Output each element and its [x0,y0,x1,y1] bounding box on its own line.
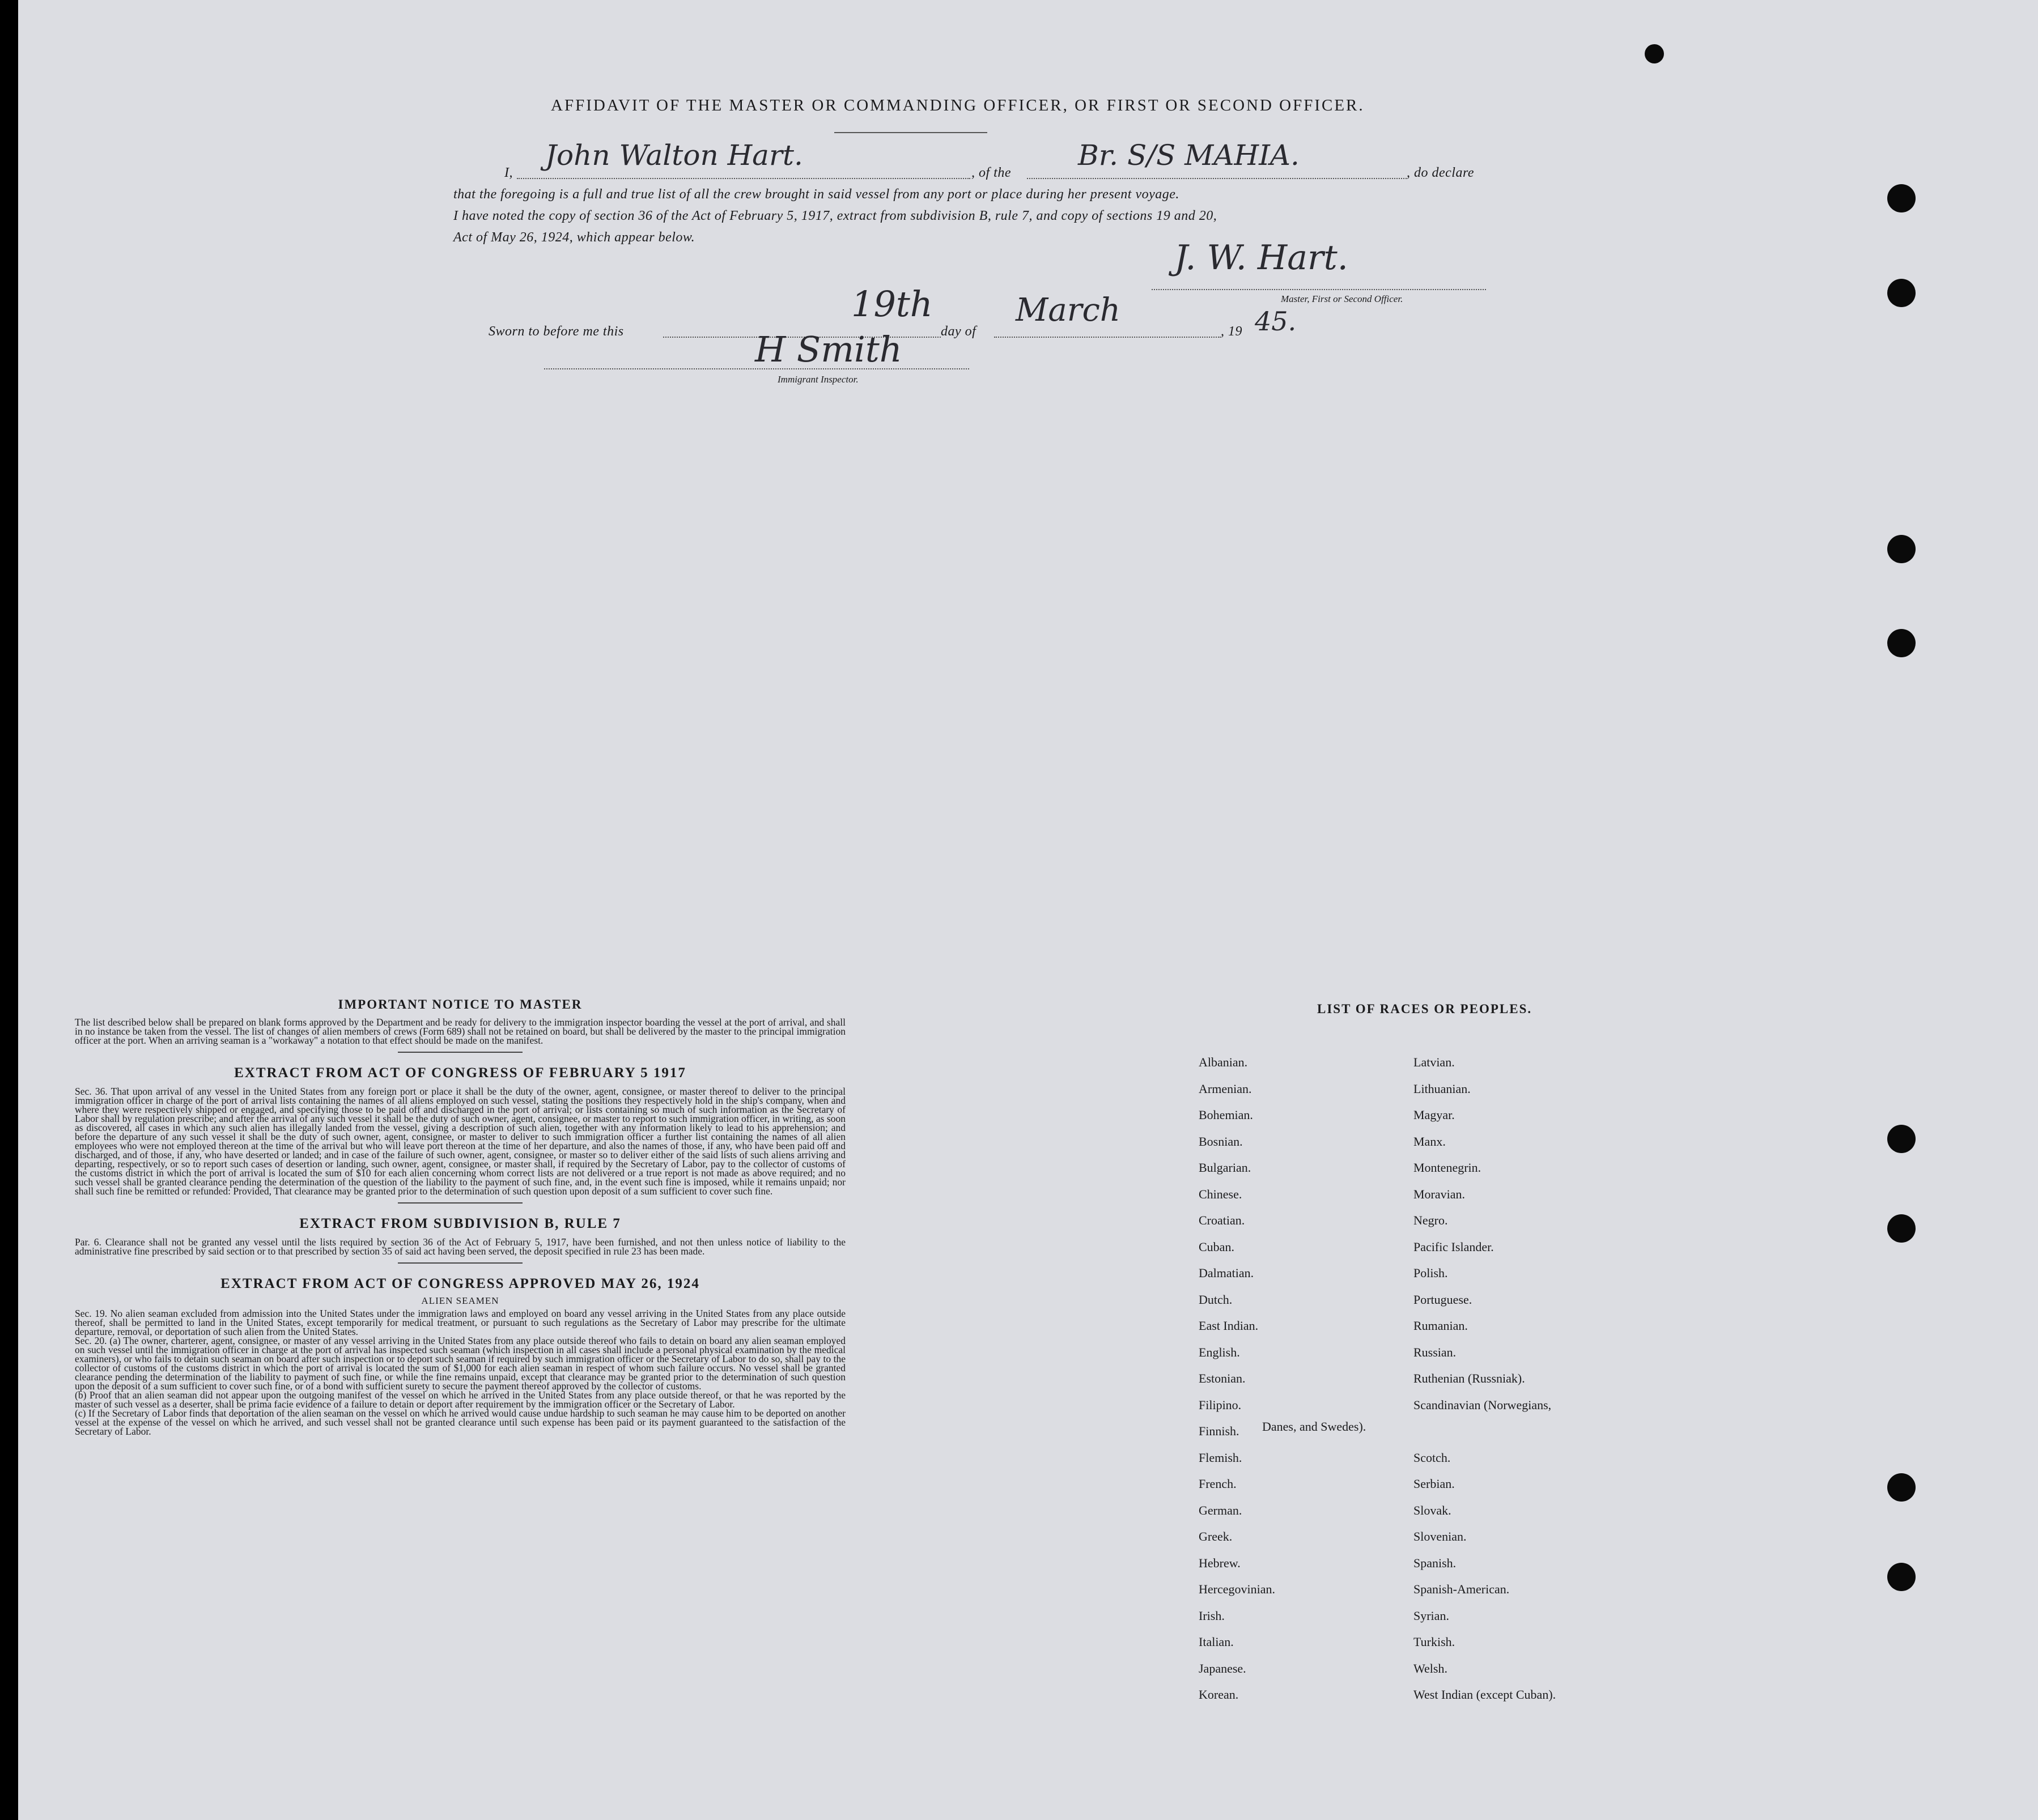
races-title: LIST OF RACES OR PEOPLES. [1317,1002,1532,1016]
extract-1924-subtitle: ALIEN SEAMEN [421,1295,499,1306]
of-the-text: , of the [971,165,1011,180]
race-item: Spanish. [1413,1555,1457,1570]
extract-1924-para-4: (c) If the Secretary of Labor finds that deportation of the alien seaman on the vessel on which he arrived would cause undue hardship to such seaman he may cause him to be deported on another vessel at the expense of the vessel on which he arrived, and such vessel shall not be granted clearance until such expense has been paid or its payment guaranteed to the satisfaction of the Secretary of Labor. [75,1407,846,1437]
race-item: Bohemian. [1199,1108,1253,1122]
extract-b7-title: EXTRACT FROM SUBDIVISION B, RULE 7 [299,1216,621,1231]
race-item: Estonian. [1199,1371,1246,1385]
race-item: Cuban. [1199,1239,1234,1254]
race-item: Polish. [1413,1266,1448,1280]
month-handwriting: March [1016,292,1120,329]
punch-hole [1887,1214,1916,1243]
document-sheet [18,0,2038,1820]
divider [398,1202,523,1204]
race-item: Bulgarian. [1199,1160,1251,1175]
race-item: Moravian. [1413,1187,1466,1201]
extract-1924-para-3: (b) Proof that an alien seaman did not appear upon the outgoing manifest of the vessel on which he arrived in the United States from any place outside thereof, or that he was reported by the master of such vessel as a deserter, shall be prima facie evidence of a failure to detain or deport after requirement by the immigration officer or the Secretary of Labor. [75,1389,846,1410]
race-item: Japanese. [1199,1661,1246,1676]
race-item: East Indian. [1199,1319,1259,1333]
vessel-line [1027,178,1407,179]
race-item: Bosnian. [1199,1134,1243,1149]
punch-hole [1887,535,1916,563]
affidavit-title: AFFIDAVIT OF THE MASTER OR COMMANDING OFFICER, OR FIRST OR SECOND OFFICER. [551,96,1365,114]
affidavit-prefix: I, [504,165,513,180]
race-item: Dutch. [1199,1292,1233,1307]
race-item: Serbian. [1413,1477,1455,1491]
race-item: Latvian. [1413,1055,1455,1069]
inspector-caption: Immigrant Inspector. [778,374,859,385]
race-item: Filipino. [1199,1397,1242,1412]
punch-hole [1645,44,1664,63]
extract-1917-body: Sec. 36. That upon arrival of any vessel in the United States from any foreign port or place it shall be the duty of the owner, agent, consignee, or master thereof to deliver to the principal immigration officer in charge of the port of arrival lists containing the names of all aliens employed on such vessel, stating the positions they respectively hold in the ship's company, when and where they were respectively shipped or engaged, and specifying those to be paid off and discharged in the port of arrival; or lists containing so much of such information as the Secretary of Labor shall by regulation prescribe; and after the arrival of any such vessel it shall be the duty of such owner, agent, consignee, or master to report to such immigration officer, in writing, as soon as discovered, all cases in which any such alien has illegally landed from the vessel, giving a description of such alien, together with any information likely to lead to his apprehension; and before the departure of any such vessel it shall be the duty of such owner, agent, consignee, or master to deliver to such immigration officer a further list containing the names of all alien employees who were not employed thereon at the time of the arrival but who will leave port thereon at the time of her departure, and also the names of those, if any, who have been paid off and discharged, and of those, if any, who have deserted or landed; and in case of the failure of such owner, agent, consignee, or master so to deliver either of the said lists of such aliens arriving and departing, respectively, or so to report such cases of desertion or landing, such owner, agent, consignee, or master shall, if required by the Secretary of Labor, pay to the collector of customs of the customs district in which the port of arrival is located the sum of $10 for each alien concerning whom correct lists are not delivered or a true report is not made as above required; and no such vessel shall be granted clearance pending the determination of the question of the liability to the payment of such fine, and, in the event such fine is imposed, while it remains unpaid; nor shall such fine be remitted or refunded: Provided, That clearance may be granted prior to the determination of such question upon deposit of a sum sufficient to cover such fine. [75,1086,846,1197]
inspector-signature: H Smith [755,329,902,370]
race-item: German. [1199,1503,1242,1517]
affidavit-line-3: I have noted the copy of section 36 of the Act of February 5, 1917, extract from subdivision B, rule 7, and copy of sections 19 and 20, [453,209,1217,223]
notice-body: The list described below shall be prepared on blank forms approved by the Department and be ready for delivery to the immigration inspector boarding the vessel at the port of arrival, and shall in no instance be taken from the vessel. The list of changes of alien members of crews (Form 689) shall not be retained on board, but shall be delivered by the master to the principal immigration officer at the port. When an arriving seaman is a "workaway" a notation to that effect should be made on the manifest. [75,1017,846,1046]
race-item: Irish. [1199,1608,1225,1623]
punch-hole [1887,629,1916,657]
race-item: Greek. [1199,1529,1233,1543]
race-item: Turkish. [1413,1635,1455,1649]
extract-1924-para-1: Sec. 19. No alien seaman excluded from admission into the United States under the immigration laws and employed on board any vessel arriving in the United States from any place outside thereof, shall be permitted to land in the United States, except temporarily for medical treatment, or pursuant to such regulations as the Secretary of Labor may prescribe for the ultimate departure, removal, or deportation of such alien from the United States. [75,1308,846,1337]
affidavit-line-2: that the foregoing is a full and true list of all the crew brought in said vessel from any port or place during her present voyage. [453,187,1179,202]
notice-section [75,997,846,1436]
signature-line [1152,289,1486,290]
race-item: Scotch. [1413,1450,1451,1465]
race-item: Slovak. [1413,1503,1451,1517]
race-item: Italian. [1199,1635,1234,1649]
extract-b7-body: Par. 6. Clearance shall not be granted any vessel until the lists required by section 36 of the Act of February 5, 1917, have been furnished, and not then unless notice of liability to the administrative fine prescribed by said section or to that prescribed by section 35 of said act having been served, the deposit specified in rule 23 has been made. [75,1236,846,1257]
punch-hole [1887,1473,1916,1502]
notice-title: IMPORTANT NOTICE TO MASTER [338,997,583,1011]
title-underline [834,132,987,133]
race-item: Syrian. [1413,1608,1449,1623]
vessel-name-handwriting: Br. S/S MAHIA. [1078,139,1300,172]
name-line [517,178,970,179]
race-item: Croatian. [1199,1213,1245,1227]
day-handwriting: 19th [851,283,933,325]
year-prefix: , 19 [1221,324,1242,339]
year-handwriting: 45. [1255,306,1297,337]
race-item: Montenegrin. [1413,1160,1481,1175]
race-item: Hercegovinian. [1199,1582,1275,1596]
affidavit-line-4: Act of May 26, 1924, which appear below. [453,230,695,245]
master-signature: J. W. Hart. [1174,238,1348,278]
master-name-handwriting: John Walton Hart. [545,139,803,172]
do-declare-text: , do declare [1407,165,1475,180]
extract-1917-title: EXTRACT FROM ACT OF CONGRESS OF FEBRUARY 5 1917 [234,1065,686,1081]
race-item: Slovenian. [1413,1529,1467,1543]
race-item: Rumanian. [1413,1319,1468,1333]
extract-1924-para-2: Sec. 20. (a) The owner, charterer, agent, consignee, or master of any vessel arriving in the United States from any place outside thereof who fails to detain on board any alien seaman employed on such vessel until the immigration officer in charge at the port of arrival has inspected such seaman (which inspection in all cases shall include a personal physical examination by the medical examiners), or who fails to detain such seaman on board after such inspection or to deport such seaman if required by such immigration officer or the Secretary of Labor to do so, shall pay to the collector of customs of the customs district in which the port of arrival is located the sum of $1,000 for each alien seaman in respect of whom such failure occurs. No vessel shall be granted clearance pending the determination of the liability to payment of such fine, or while the fine remains unpaid, except that clearance may be granted prior to the determination of such question upon the deposit of a sum sufficient to cover such fine, or of a bond with sufficient surety to secure the payment thereof approved by the collector of customs. [75,1335,846,1392]
race-item: Lithuanian. [1413,1081,1471,1096]
race-item: Albanian. [1199,1055,1248,1069]
race-item: Hebrew. [1199,1555,1241,1570]
race-item: Danes, and Swedes). [1262,1419,1366,1434]
race-item: Welsh. [1413,1661,1447,1676]
race-item: Chinese. [1199,1187,1242,1201]
master-caption: Master, First or Second Officer. [1281,294,1403,304]
divider [398,1262,523,1264]
race-item: Manx. [1413,1134,1446,1149]
punch-hole [1887,184,1916,212]
race-item: Ruthenian (Russniak). [1413,1371,1525,1385]
punch-hole [1887,1563,1916,1591]
race-item: West Indian (except Cuban). [1413,1687,1556,1702]
race-item: Magyar. [1413,1108,1455,1122]
race-item: Portuguese. [1413,1292,1472,1307]
race-item: Pacific Islander. [1413,1239,1494,1254]
day-of-text: day of [941,324,976,339]
inspector-line [544,368,969,369]
race-item: Korean. [1199,1687,1239,1702]
race-item: Flemish. [1199,1450,1242,1465]
sworn-text: Sworn to before me this [489,324,624,339]
month-line [994,337,1221,338]
race-item: Russian. [1413,1345,1457,1359]
divider [398,1052,523,1053]
race-item: Dalmatian. [1199,1266,1254,1280]
race-item: English. [1199,1345,1240,1359]
punch-hole [1887,279,1916,307]
race-item: Scandinavian (Norwegians, [1413,1397,1552,1412]
extract-1924-title: EXTRACT FROM ACT OF CONGRESS APPROVED MAY 26, 1924 [220,1276,700,1291]
race-item: Negro. [1413,1213,1448,1227]
race-item: French. [1199,1477,1237,1491]
race-item: Spanish-American. [1413,1582,1510,1596]
race-item: Armenian. [1199,1081,1252,1096]
punch-hole [1887,1125,1916,1153]
race-item: Finnish. [1199,1424,1239,1438]
